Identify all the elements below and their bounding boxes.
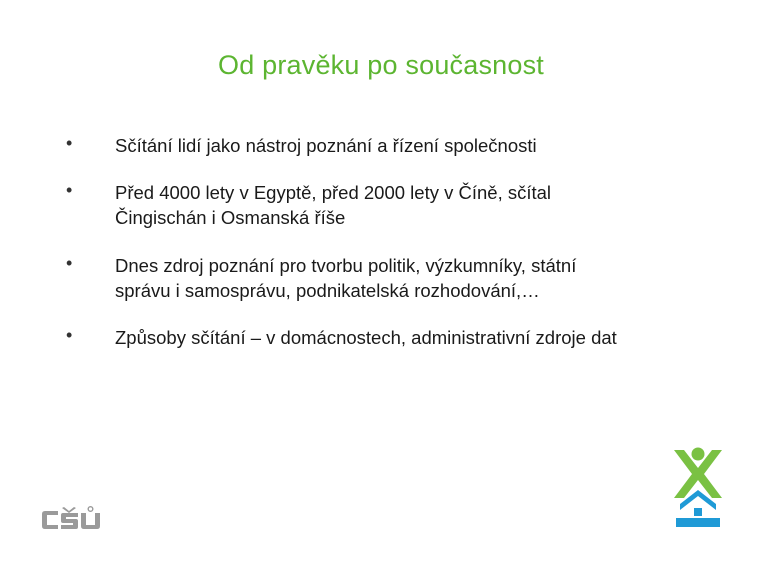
bullet-marker: • xyxy=(66,180,73,200)
bullet-text: Způsoby sčítání – v domácnostech, administrativní zdroje dat xyxy=(115,327,617,348)
bullet-text: Sčítání lidí jako nástroj poznání a řízení společnosti xyxy=(115,135,537,156)
bullet-marker: • xyxy=(66,133,73,153)
census-figure-logo-icon xyxy=(670,446,726,532)
bullet-marker: • xyxy=(66,253,73,273)
bullet-text: Před 4000 lety v Egyptě, před 2000 lety v Číně, sčítal Čingischán i Osmanská říše xyxy=(115,182,552,228)
bullet-text: Dnes zdroj poznání pro tvorbu politik, výzkumníky, státní správu i samosprávu, podnikatelská rozhodování,… xyxy=(115,255,577,301)
csu-logo-icon xyxy=(40,506,104,532)
bullet-marker: • xyxy=(66,325,73,345)
slide-title: Od pravěku po současnost xyxy=(218,50,544,80)
